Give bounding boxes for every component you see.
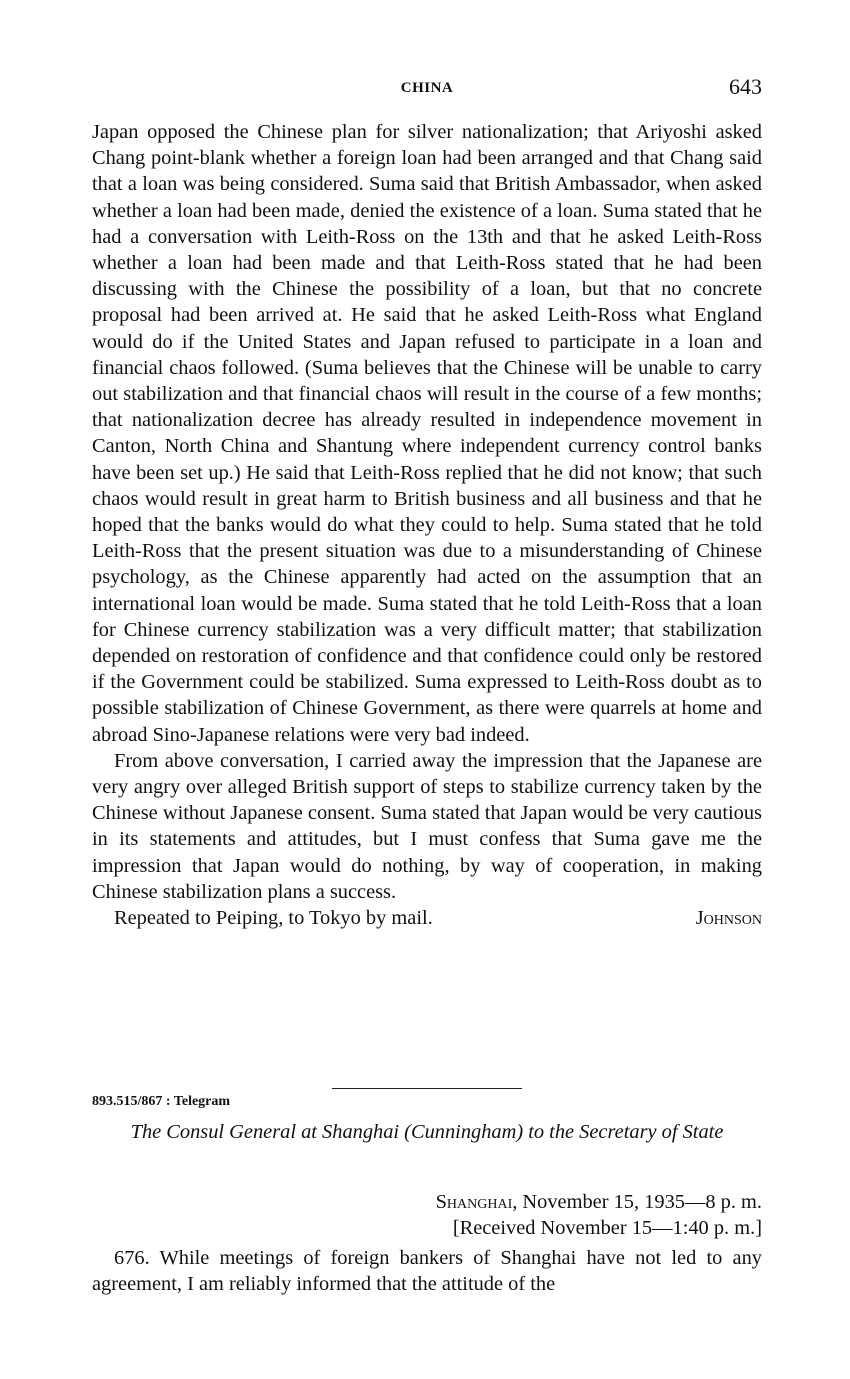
dateline-date: , November 15, 1935—8 p. m. — [512, 1191, 762, 1213]
section-divider — [332, 1088, 522, 1089]
closing-line: Repeated to Peiping, to Tokyo by mail. — [114, 907, 433, 930]
file-reference: 893.515/867 : Telegram — [92, 1094, 231, 1109]
running-title: CHINA — [400, 80, 454, 96]
dateline-place: Shanghai — [435, 1191, 513, 1213]
dateline — [436, 1189, 762, 1215]
page-number: 643 — [729, 74, 762, 99]
telegram-676-body — [92, 1245, 762, 1297]
body-paragraph-2: From above conversation, I carried away the impression that the Japanese are very angry over alleged British support of steps to stabilize currency taken by the Chinese without Japanese consent. Suma stated that Japan would be very cautious in its statements and attitudes, but I must confess that Suma gave me the impression that Japan would do nothing, by way of cooperation, in making Chinese stabilization plans a success. — [92, 749, 762, 903]
dateline-block — [436, 1189, 762, 1241]
document-title: The Consul General at Shanghai (Cunningham) to the Secretary of State — [130, 1121, 724, 1143]
received-note: [Received November 15—1:40 p. m.] — [452, 1217, 762, 1239]
opening-paragraph: 676. While meetings of foreign bankers of Shanghai have not led to any agreement, I am reliably informed that the attitude of the — [92, 1247, 762, 1296]
signature: Johnson — [695, 907, 762, 930]
telegram-body — [92, 119, 762, 931]
closing-line-row — [92, 905, 762, 931]
running-header — [92, 76, 762, 104]
body-paragraph-1: Japan opposed the Chinese plan for silver nationalization; that Ariyoshi asked Chang point-blank whether a foreign loan had been arranged and that Chang said that a loan was being considered. Suma said that British Ambassador, when asked whether a loan had been made, denied the existence of a loan. Suma stated that he had a conversation with Leith-Ross on the 13th and that he asked Leith-Ross whether a loan had been made and that Leith-Ross stated that he had been discussing with the Chinese the possibility of a loan, but that no concrete proposal had been arrived at. He said that he asked Leith-Ross what England would do if the United States and Japan refused to participate in a loan and financial chaos followed. (Suma believes that the Chinese will be unable to carry out stabilization and that financial chaos will result in the course of a few months; that nationalization decree has already resulted in independence movement in Canton, North China and Shantung where independent currency control banks have been set up.) He said that Leith-Ross replied that he did not know; that such chaos would result in great harm to British business and all business and that he hoped that the banks would do what they could to help. Suma stated that he told Leith-Ross that the present situation was due to a misunderstanding of Chinese psychology, as the Chinese apparently had acted on the assumption that an international loan would be made. Suma stated that he told Leith-Ross that a loan for Chinese currency stabilization was a very difficult matter; that stabilization depended on restoration of confidence and that confidence could only be restored if the Government could be stabilized. Suma expressed to Leith-Ross doubt as to possible stabilization of Chinese Government, as there were quarrels at home and abroad Sino-Japanese relations were very bad indeed. — [92, 121, 762, 746]
